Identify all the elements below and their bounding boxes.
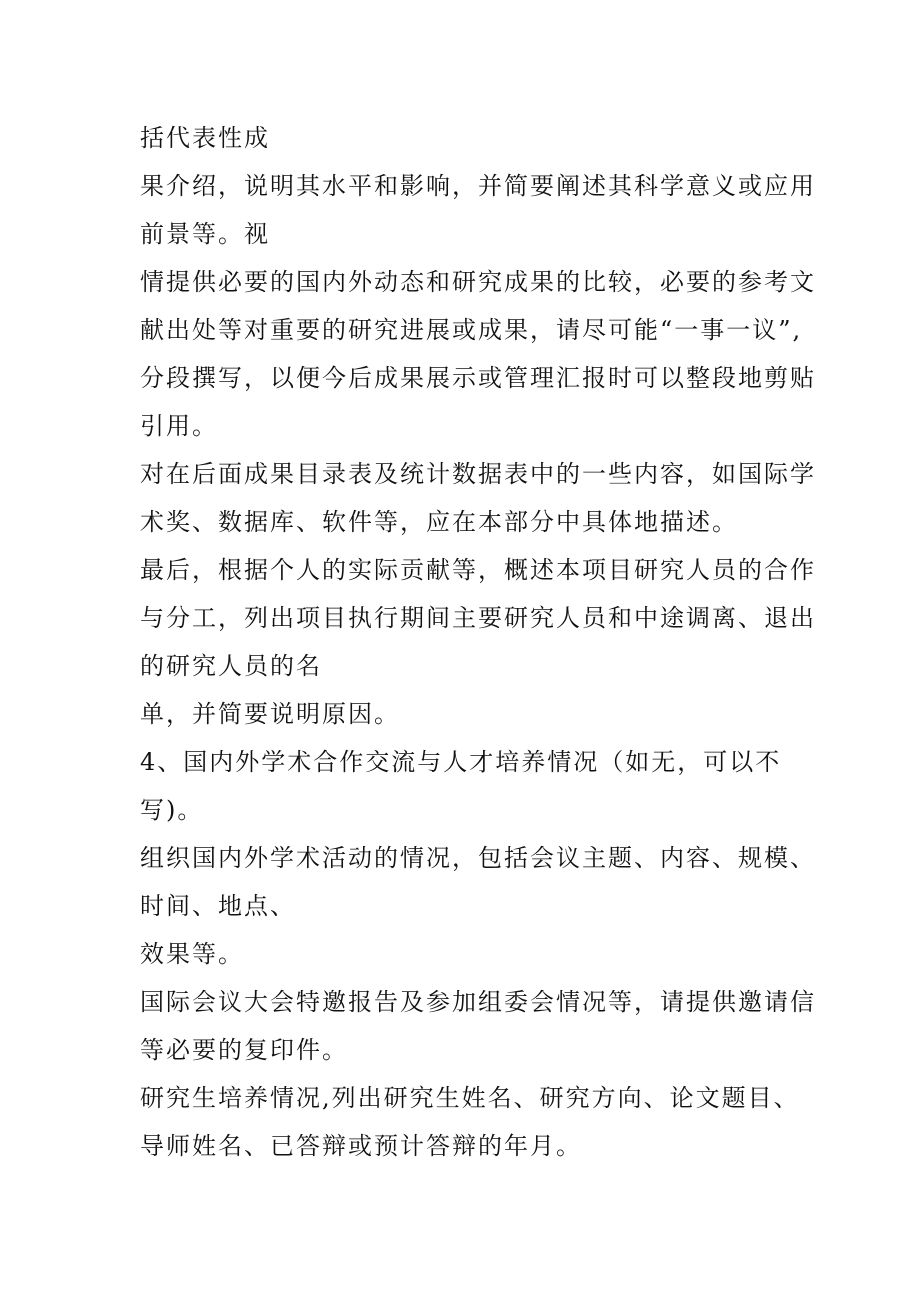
text-line: 术奖、数据库、软件等，应在本部分中具体地描述。 xyxy=(140,508,738,536)
text-line: 等必要的复印件。 xyxy=(140,1036,348,1064)
text-line: 国际会议大会特邀报告及参加组委会情况等，请提供邀请信 xyxy=(140,988,816,1016)
text-line: 研究生培养情况,列出研究生姓名、研究方向、论文题目、 xyxy=(140,1084,800,1112)
text-line: 分段撰写，以便今后成果展示或管理汇报时可以整段地剪贴 xyxy=(140,364,816,392)
text-line: 导师姓名、已答辩或预计答辩的年月。 xyxy=(140,1132,582,1160)
text-line: 组织国内外学术活动的情况，包括会议主题、内容、规模、 xyxy=(140,844,816,872)
text-line: 前景等。视 xyxy=(140,220,270,248)
section-heading: 4、国内外学术合作交流与人才培养情况（如无，可以不 xyxy=(140,748,782,776)
text-line: 献出处等对重要的研究进展或成果，请尽可能“一事一议”, xyxy=(140,316,803,344)
document-body xyxy=(140,114,820,1170)
text-line: 引用。 xyxy=(140,412,218,440)
text-line: 括代表性成 xyxy=(140,124,270,152)
text-line: 时间、地点、 xyxy=(140,892,296,920)
text-line: 对在后面成果目录表及统计数据表中的一些内容，如国际学 xyxy=(140,460,816,488)
text-line: 果介绍，说明其水平和影响，并简要阐述其科学意义或应用 xyxy=(140,172,816,200)
text-line: 情提供必要的国内外动态和研究成果的比较，必要的参考文 xyxy=(140,268,816,296)
text-line: 的研究人员的名 xyxy=(140,652,322,680)
text-line: 与分工，列出项目执行期间主要研究人员和中途调离、退出 xyxy=(140,604,816,632)
text-line: 写)。 xyxy=(140,796,204,824)
text-line: 最后，根据个人的实际贡献等，概述本项目研究人员的合作 xyxy=(140,556,816,584)
text-line: 单，并简要说明原因。 xyxy=(140,700,400,728)
text-line: 效果等。 xyxy=(140,940,244,968)
